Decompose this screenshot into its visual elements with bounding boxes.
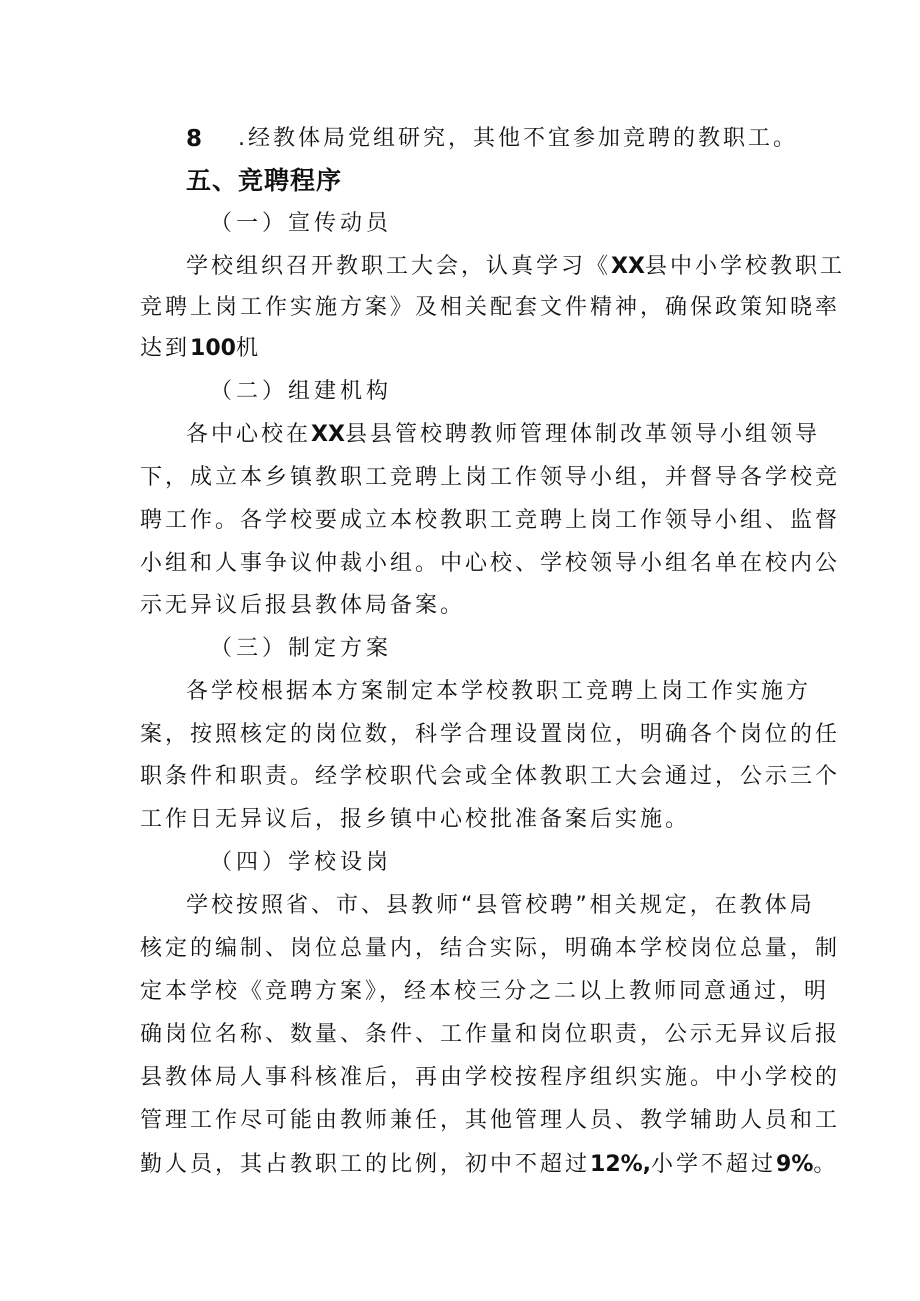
sub1-title: （一）宣传动员 [210, 211, 393, 236]
sub1-line-1: 学校组织召开教职工大会，认真学习《XX县中小学校教职工 [186, 254, 845, 279]
item-8-number: 8 [186, 126, 203, 152]
sub2-line-4: 小组和人事争议仲裁小组。中心校、学校领导小组名单在校内公 [140, 551, 841, 576]
sub4-line-7: 勤人员，其占教职工的比例，初中不超过12%,小学不超过9%。 [140, 1152, 839, 1177]
sub2-line-5: 示无异议后报县教体局备案。 [140, 593, 466, 618]
sub1-line-2: 竞聘上岗工作实施方案》及相关配套文件精神，确保政策知晓率 [140, 295, 841, 320]
item-8-text: .经教体局党组研究，其他不宜参加竞聘的教职工。 [238, 126, 798, 151]
sub2-title: （二）组建机构 [210, 379, 393, 404]
sub2-line-2: 下，成立本乡镇教职工竞聘上岗工作领导小组，并督导各学校竞 [140, 465, 841, 490]
sub2-line-3: 聘工作。各学校要成立本校教职工竞聘上岗工作领导小组、监督 [140, 508, 841, 533]
sub3-title: （三）制定方案 [210, 636, 393, 661]
sub4-line-2: 核定的编制、岗位总量内，结合实际，明确本学校岗位总量，制 [140, 936, 841, 961]
sub4-line-3: 定本学校《竞聘方案》，经本校三分之二以上教师同意通过，明 [140, 979, 830, 1004]
sub4-line-4: 确岗位名称、数量、条件、工作量和岗位职责，公示无异议后报 [140, 1022, 841, 1047]
sub4-title: （四）学校设岗 [210, 850, 393, 875]
sub3-line-2: 案，按照核定的岗位数，科学合理设置岗位，明确各个岗位的任 [140, 722, 841, 747]
sub3-line-3: 职条件和职责。经学校职代会或全体教职工大会通过，公示三个 [140, 764, 841, 789]
sub4-line-1: 学校按照省、市、县教师“县管校聘”相关规定，在教体局 [186, 893, 815, 918]
sub4-line-6: 管理工作尽可能由教师兼任，其他管理人员、教学辅助人员和工 [140, 1108, 841, 1133]
sub3-line-4: 工作日无异议后，报乡镇中心校批准备案后实施。 [140, 807, 691, 832]
sub3-line-1: 各学校根据本方案制定本学校教职工竞聘上岗工作实施方 [186, 679, 812, 704]
sub2-line-1: 各中心校在XX县县管校聘教师管理体制改革领导小组领导 [186, 422, 820, 447]
sub4-line-5: 县教体局人事科核准后，再由学校按程序组织实施。中小学校的 [140, 1065, 841, 1090]
sub1-line-3: 达到100机 [140, 336, 261, 361]
section-title: 五、竞聘程序 [186, 166, 343, 195]
